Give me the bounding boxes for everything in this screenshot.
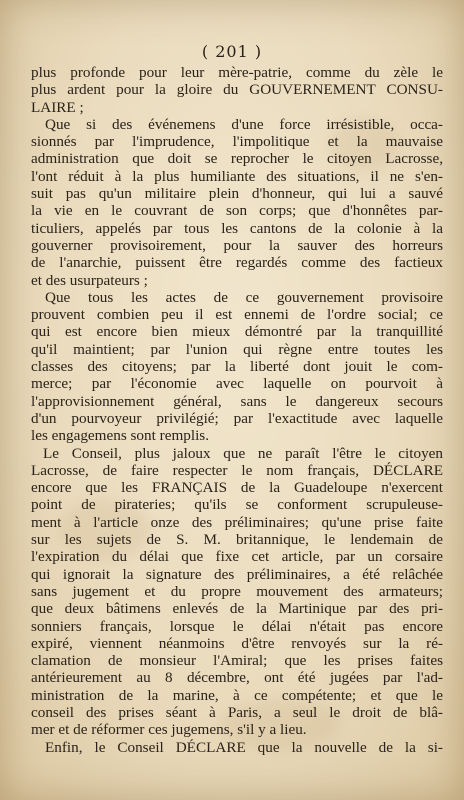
- text-line: sionnés par l'imprudence, l'impolitique et la mauvaise: [31, 133, 443, 151]
- text-line: LAIRE ;: [31, 98, 84, 116]
- text-line: Que si des événemens d'une force irrésistible, occa-: [45, 115, 443, 133]
- paragraph: [31, 289, 443, 445]
- text-line: que deux bâtimens enlevés de la Martinique par des pri-: [31, 600, 443, 618]
- paragraph: [31, 116, 443, 289]
- text-line: mer et de réformer ces jugemens, s'il y a lieu.: [31, 721, 307, 739]
- text-line: suit pas qu'un militaire plein d'honneur, qui lui a sauvé: [31, 185, 443, 203]
- page-number: ( 201 ): [201, 42, 263, 61]
- text-line: et des usurpateurs ;: [31, 271, 148, 289]
- text-line: l'approvisionnement général, sans le dangereux secours: [31, 392, 443, 410]
- text-line: ministration de la marine, à ce compétente; et que le: [31, 686, 443, 704]
- text-line: sur les sujets de S. M. britannique, le lendemain de: [31, 531, 443, 549]
- text-line: clamation de monsieur l'Amiral; que les prises faites: [31, 652, 443, 670]
- text-line: plus profonde pour leur mère-patrie, comme du zèle le: [31, 64, 443, 81]
- text-line: sonniers français, lorsque le délai n'était pas encore: [31, 617, 443, 635]
- text-line: prouvent combien peu il est ennemi de l'ordre social; ce: [31, 306, 443, 324]
- text-line: antérieurement au 8 décembre, ont été jugées par l'ad-: [31, 669, 443, 687]
- text-line: d'un pourvoyeur privilégié; par l'exactitude avec laquelle: [31, 409, 443, 427]
- paragraph: [31, 445, 443, 739]
- text-line: qui ignorait la signature des préliminaires, a été relâchée: [31, 565, 443, 583]
- text-line: ticuliers, appelés par tous les cantons de la colonie à la: [31, 219, 443, 237]
- text-line: sans jugement et du propre mouvement des armateurs;: [31, 582, 443, 600]
- text-line: Lacrosse, de faire respecter le nom français, DÉCLARE: [31, 461, 443, 479]
- body-text: [31, 64, 443, 756]
- text-line: l'expiration du délai que fixe cet article, par un corsaire: [31, 548, 443, 566]
- text-line: expiré, viennent néanmoins d'être renvoyés sur la ré-: [31, 634, 443, 652]
- text-line: les engagemens sont remplis.: [31, 427, 209, 445]
- text-line: merce; par l'économie avec laquelle on pourvoit à: [31, 375, 443, 393]
- text-line: plus ardent pour la gloire du GOUVERNEMENT CONSU-: [31, 81, 443, 99]
- text-line: point de pirateries; qu'ils se conforment scrupuleuse-: [31, 496, 443, 514]
- text-line: encore que les FRANÇAIS de la Guadeloupe n'exercent: [31, 479, 443, 497]
- text-line: l'ont réduit à la plus humiliante des situations, il ne s'en-: [31, 167, 443, 185]
- paragraph: [31, 64, 443, 116]
- text-line: classes des citoyens; par la liberté dont jouit le com-: [31, 358, 443, 376]
- text-line: gouverner provisoirement, pour la sauver des horreurs: [31, 236, 443, 254]
- paragraph: [31, 739, 443, 756]
- text-line: Enfin, le Conseil DÉCLARE que la nouvelle de la si-: [45, 738, 443, 756]
- text-line: conseil des prises séant à Paris, a seul le droit de blâ-: [31, 703, 443, 721]
- text-line: ment à l'article onze des préliminaires; qu'une prise faite: [31, 513, 443, 531]
- text-line: qu'il maintient; par l'union qui règne entre toutes les: [31, 340, 443, 358]
- text-line: la vie en le couvrant de son corps; que d'honnêtes par-: [31, 202, 443, 220]
- text-line: Le Conseil, plus jaloux que ne paraît l'être le citoyen: [43, 444, 443, 462]
- text-line: administration que doit se reprocher le citoyen Lacrosse,: [31, 150, 443, 168]
- text-line: de l'anarchie, puissent être regardés comme des factieux: [31, 254, 443, 272]
- text-line: Que tous les actes de ce gouvernement provisoire: [45, 288, 443, 306]
- text-line: qui est encore bien mieux démontré par la tranquillité: [31, 323, 443, 341]
